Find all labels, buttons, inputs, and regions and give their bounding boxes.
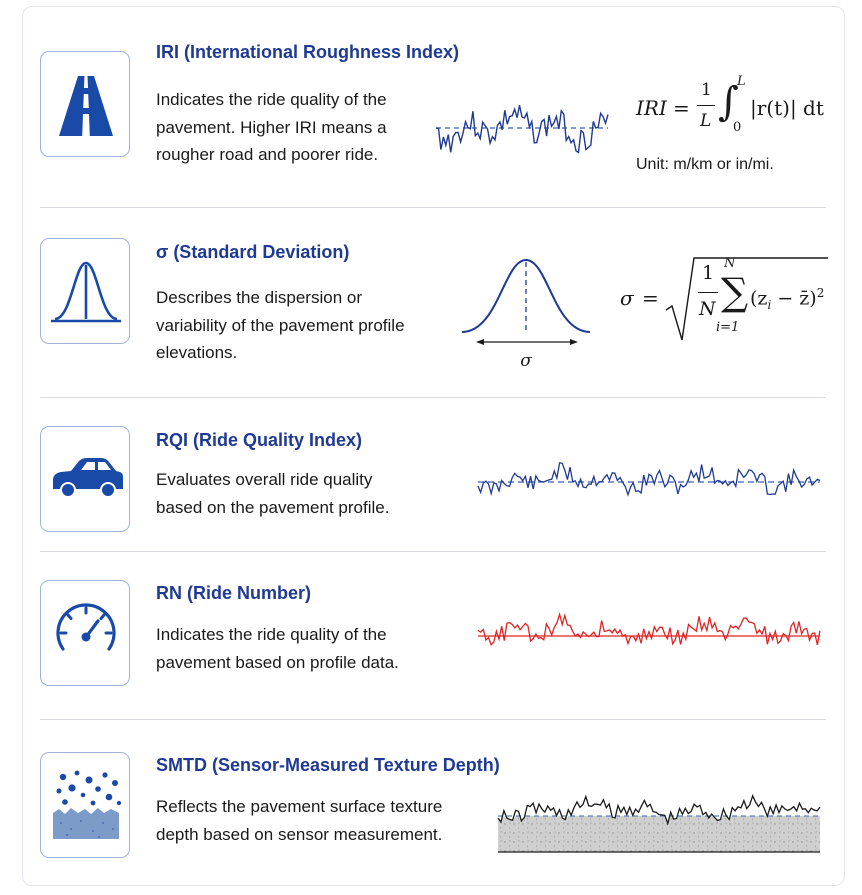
divider bbox=[40, 397, 826, 398]
road-icon-box bbox=[40, 51, 130, 157]
metric-title: RQI (Ride Quality Index) bbox=[156, 430, 363, 450]
metric-description: Indicates the ride quality of the pavement based on profile data. bbox=[156, 625, 399, 672]
road-icon bbox=[41, 52, 131, 158]
texture-icon bbox=[41, 753, 131, 859]
texture-depth-profile bbox=[494, 776, 824, 856]
normal-distribution-curve bbox=[458, 254, 598, 376]
metric-title: RN (Ride Number) bbox=[156, 583, 312, 603]
iri-formula: IRI = 1 L ∫ L 0 |r(t)| dt bbox=[636, 74, 824, 135]
divider bbox=[40, 719, 826, 720]
metric-description: Evaluates overall ride quality based on the pavement profile. bbox=[156, 470, 390, 517]
speedometer-icon bbox=[41, 581, 131, 687]
metric-description: Reflects the pavement surface texture depth based on sensor measurement. bbox=[156, 797, 443, 844]
bell-curve-icon bbox=[41, 239, 131, 345]
iri-profile-wave bbox=[432, 90, 612, 162]
car-icon bbox=[41, 427, 131, 533]
car-icon-box bbox=[40, 426, 130, 532]
rn-profile-wave bbox=[474, 598, 824, 654]
metric-description: Indicates the ride quality of the pavement. Higher IRI means a rougher road and poorer ride. bbox=[156, 90, 387, 164]
metric-title: σ (Standard Deviation) bbox=[156, 242, 350, 262]
sigma-label: σ bbox=[520, 351, 532, 371]
iri-unit: Unit: m/km or in/mi. bbox=[636, 156, 774, 173]
bell-curve-icon-box bbox=[40, 238, 130, 344]
texture-icon-box bbox=[40, 752, 130, 858]
divider bbox=[40, 207, 826, 208]
rqi-profile-wave bbox=[474, 448, 824, 504]
speedometer-icon-box bbox=[40, 580, 130, 686]
metric-title: SMTD (Sensor-Measured Texture Depth) bbox=[156, 755, 500, 775]
std-dev-formula: σ = 1 N ∑ N i=1 ($z_i$ − z̄)$^2$ bbox=[620, 254, 830, 350]
metric-description: Describes the dispersion or variability of the pavement profile elevations. bbox=[156, 288, 405, 362]
divider bbox=[40, 551, 826, 552]
metric-title: IRI (International Roughness Index) bbox=[156, 42, 460, 62]
